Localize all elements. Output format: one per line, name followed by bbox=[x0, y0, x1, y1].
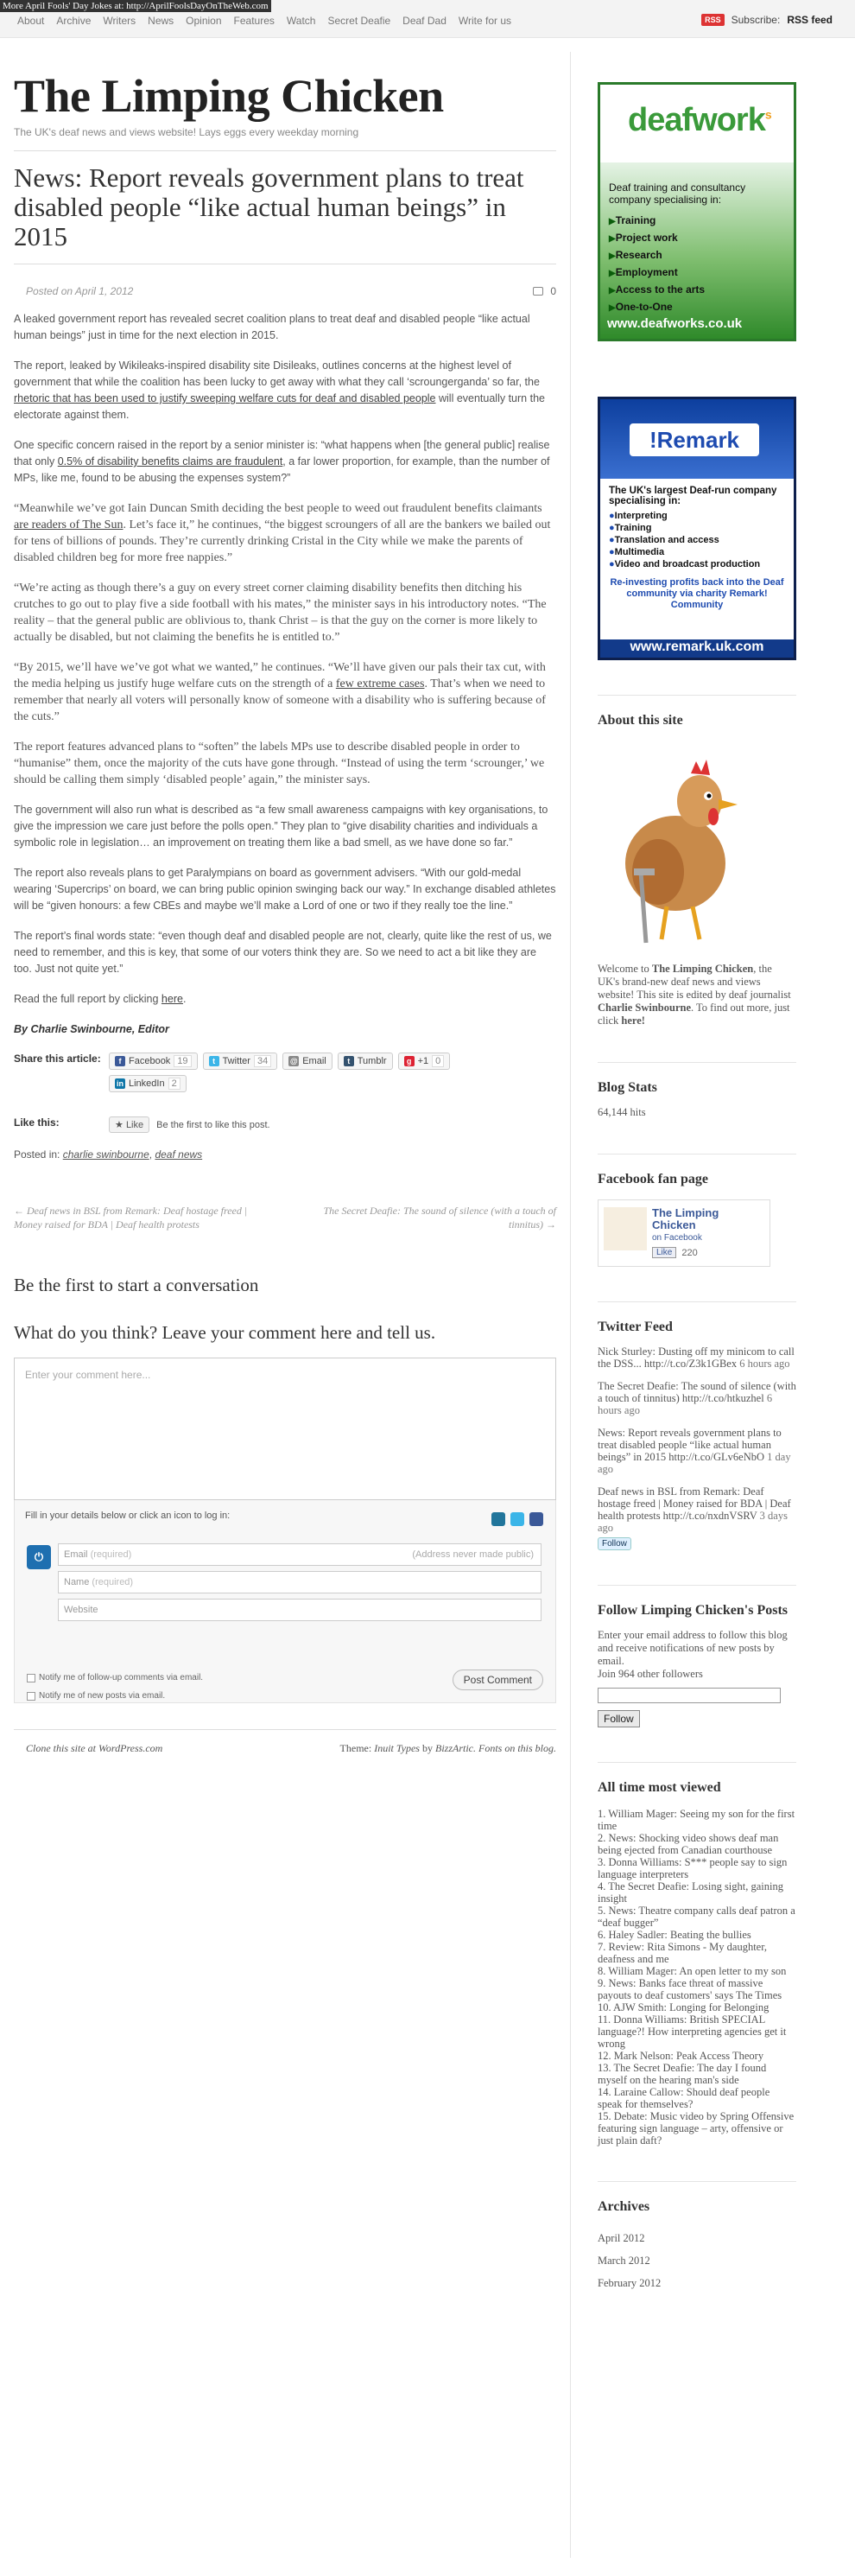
login-icons bbox=[491, 1512, 543, 1526]
ad-body bbox=[600, 479, 794, 639]
ad-heading: The UK's largest Deaf-run company specialising in: bbox=[609, 486, 777, 506]
post-date: Posted on April 1, 2012 bbox=[26, 285, 134, 297]
most-viewed-item[interactable]: 11. Donna Williams: British SPECIAL language?! How interpreting agencies get it wrong bbox=[598, 2013, 787, 2050]
list-item: ▶ Training bbox=[609, 213, 705, 230]
deafworks-logo bbox=[628, 102, 771, 139]
nav-menu bbox=[17, 15, 511, 27]
comment-bubble-icon bbox=[533, 287, 543, 296]
paragraph bbox=[14, 500, 556, 566]
paragraph: “We’re acting as though there’s a guy on every street corner claiming disability benefits then ditching his crutches to go out to play five a side football with his mates,” the minister says in his introductory notes. “The reality – that the general public are oblivious to, thank Christ – is that the guy on the corner is more likely to actually be disabled, but not claiming the benefits he is entitled to.” bbox=[14, 582, 547, 644]
text: “By 2015, we’ll have we’ve got what we wanted,” he continues. “We’ll have given our pals their tax cut, with the media helping us justify huge welfare cuts on the strength of a bbox=[14, 661, 546, 690]
most-viewed-item[interactable]: 9. News: Banks face threat of massive payouts to deaf customers' says The Times bbox=[598, 1977, 782, 2001]
about-text bbox=[598, 963, 796, 1027]
notify-options bbox=[27, 1673, 203, 1709]
comment-textarea[interactable]: Enter your comment here... bbox=[14, 1358, 556, 1500]
sidebar bbox=[598, 82, 796, 2294]
previous-post-link[interactable]: ← Deaf news in BSL from Remark: Deaf hostage freed | Money raised for BDA | Deaf health protests bbox=[14, 1205, 248, 1231]
count: 2 bbox=[168, 1078, 180, 1090]
most-viewed-item[interactable]: 10. AJW Smith: Longing for Belonging bbox=[598, 2001, 770, 2013]
post-body bbox=[14, 311, 556, 1035]
email-icon: @ bbox=[289, 1057, 298, 1065]
editor-name: Charlie Swinbourne bbox=[598, 1002, 692, 1014]
theme-link[interactable]: Inuit Types bbox=[374, 1742, 420, 1754]
nav-writers[interactable]: Writers bbox=[103, 15, 136, 27]
paragraph bbox=[14, 991, 556, 1008]
follow-heading: Follow Limping Chicken's Posts bbox=[598, 1585, 796, 1619]
label: Notify me of follow-up comments via email. bbox=[39, 1673, 204, 1682]
nav-news[interactable]: News bbox=[148, 15, 174, 27]
main-content bbox=[14, 52, 556, 1755]
paragraph: A leaked government report has revealed secret coalition plans to treat deaf and disabled people “like actual human beings” just in time for the next election in 2015. bbox=[14, 313, 530, 341]
tweet-time: 1 day ago bbox=[598, 1451, 791, 1475]
blog-stats-hits: 64,144 hits bbox=[598, 1106, 646, 1118]
ad-text: Deaf training and consultancy company specialising in: bbox=[609, 181, 746, 206]
share-gplus-button[interactable] bbox=[398, 1053, 451, 1070]
the-sun-link[interactable]: are readers of The Sun bbox=[14, 518, 124, 531]
extreme-cases-link[interactable]: few extreme cases bbox=[335, 677, 425, 690]
notify-comments-option[interactable] bbox=[27, 1673, 203, 1682]
site-title[interactable]: The Limping Chicken bbox=[14, 70, 444, 122]
like-label: Like this: bbox=[14, 1116, 60, 1129]
like-section bbox=[14, 1116, 556, 1133]
twitter-icon: t bbox=[209, 1056, 219, 1066]
list-item: ▶ Research bbox=[609, 247, 705, 264]
list-item: ▶ Employment bbox=[609, 264, 705, 282]
ad-url: www.remark.uk.com bbox=[630, 639, 764, 654]
nav-write-for-us[interactable]: Write for us bbox=[458, 15, 511, 27]
paragraph: The report features advanced plans to “soften” the labels MPs use to describe disabled people in order to “humanise” them, once the majority of the cuts have gone through. “Instead of using the term ‘scrounger,’ we should be calling them simply ‘disabled people’ again,” the minister says. bbox=[14, 741, 545, 786]
text: Theme: bbox=[339, 1742, 375, 1754]
label: +1 bbox=[417, 1056, 429, 1066]
follow-email-input[interactable] bbox=[598, 1688, 781, 1703]
nav-features[interactable]: Features bbox=[233, 15, 275, 27]
text: . To find out more, just click bbox=[598, 1002, 790, 1027]
text: . Let’s face it,” he continues, “the biggest scroungers of all are the bankers we bailed out for tens of billions of pounds. They’re currently drinking Cristal in the City while we make the parents of disabled children beg for more free nappies.” bbox=[14, 518, 551, 564]
archives-heading: Archives bbox=[598, 2181, 796, 2215]
facebook-sub: on Facebook bbox=[652, 1233, 702, 1243]
next-post-link[interactable]: The Secret Deafie: The sound of silence (with a touch of tinnitus) → bbox=[323, 1205, 556, 1231]
facebook-avatar bbox=[604, 1207, 647, 1250]
conversation-heading: Be the first to start a conversation bbox=[14, 1275, 259, 1295]
notify-posts-option[interactable] bbox=[27, 1691, 203, 1701]
fonts-link[interactable]: . Fonts on this blog. bbox=[472, 1742, 556, 1754]
like-widget bbox=[109, 1116, 556, 1133]
nav-about[interactable]: About bbox=[17, 15, 45, 27]
tweet[interactable] bbox=[598, 1427, 796, 1475]
most-viewed-item[interactable]: 12. Mark Nelson: Peak Access Theory bbox=[598, 2050, 764, 2062]
tweet-time: 6 hours ago bbox=[739, 1358, 790, 1370]
list-item: ● Interpreting bbox=[609, 510, 785, 522]
category-link[interactable]: charlie swinbourne bbox=[62, 1148, 149, 1161]
paragraph: The report also reveals plans to get Paralympians on board as government advisers. “With our gold-medal wearing ‘Supercrips’ on board, we can bring public opinion swinging back our way.” In exchange disabled athletes will be “given honours: a few CBEs and maybe we’ll make a Lord of one or two if they really toe the line.” bbox=[14, 867, 556, 912]
text: by bbox=[419, 1742, 435, 1754]
ad-list bbox=[609, 510, 785, 570]
most-viewed-item[interactable]: 6. Haley Sadler: Beating the bullies bbox=[598, 1929, 751, 1941]
comment-heading: What do you think? Leave your comment here and tell us. bbox=[14, 1322, 436, 1343]
most-viewed-heading: All time most viewed bbox=[598, 1762, 796, 1796]
chicken-mascot-image bbox=[606, 742, 762, 950]
label: Like bbox=[125, 1120, 144, 1130]
promo-banner[interactable]: More April Fools' Day Jokes at: http://AprilFoolsDayOnTheWeb.com bbox=[0, 0, 271, 12]
about-here-link[interactable]: here! bbox=[621, 1014, 645, 1027]
archives-list bbox=[598, 2227, 796, 2294]
label: Email bbox=[302, 1056, 326, 1066]
tweet[interactable] bbox=[598, 1345, 796, 1370]
text: Enter your email address to follow this blog and receive notifications of new posts by email. bbox=[598, 1629, 788, 1667]
text: Welcome to bbox=[598, 963, 652, 975]
comment-count-link[interactable] bbox=[533, 285, 556, 297]
ad-text: Re-investing profits back into the Deaf community via charity Remark! Community bbox=[610, 577, 784, 610]
archive-link[interactable]: March 2012 bbox=[598, 2255, 650, 2267]
facebook-page-link[interactable]: The Limping Chicken bbox=[652, 1206, 719, 1231]
text: Read the full report by clicking bbox=[14, 993, 162, 1005]
most-viewed-item[interactable]: 2. News: Shocking video shows deaf man being ejected from Canadian courthouse bbox=[598, 1832, 779, 1856]
byline: By Charlie Swinbourne, Editor bbox=[14, 1023, 169, 1035]
post-title: News: Report reveals government plans to treat disabled people “like actual human beings” in 2015 bbox=[14, 162, 524, 251]
list-item: ● Multimedia bbox=[609, 546, 785, 558]
share-tumblr-button[interactable] bbox=[338, 1053, 393, 1070]
tweet-time: 6 hours ago bbox=[598, 1392, 773, 1416]
label: LinkedIn bbox=[129, 1078, 165, 1089]
tweet[interactable] bbox=[598, 1485, 796, 1534]
gplus-icon: g bbox=[404, 1056, 415, 1066]
nav-archive[interactable]: Archive bbox=[56, 15, 92, 27]
most-viewed-list bbox=[598, 1808, 796, 2147]
checkbox[interactable] bbox=[27, 1692, 35, 1701]
archive-link[interactable]: April 2012 bbox=[598, 2232, 645, 2244]
text: . That’s when we need to remember that nearly all voters will personally know of someone with a disability who is suffering because of the cuts.” bbox=[14, 677, 546, 723]
text: The report, leaked by Wikileaks-inspired disability site Disileaks, outlines concerns at the highest level of government that while the coalition has been lucky to get away with what they call ‘scroungerganda’ so far, the bbox=[14, 359, 540, 388]
facebook-icon: f bbox=[115, 1056, 125, 1066]
most-viewed-item[interactable]: 15. Debate: Music video by Spring Offensive featuring sign language – arty, offensive or just plain daft? bbox=[598, 2110, 795, 2147]
rss-feed-link[interactable]: RSS feed bbox=[787, 14, 833, 26]
facebook-login-icon[interactable] bbox=[529, 1512, 543, 1526]
count: 34 bbox=[254, 1055, 271, 1067]
login-instructions: Fill in your details below or click an icon to log in: bbox=[25, 1511, 231, 1521]
twitter-login-icon[interactable] bbox=[510, 1512, 524, 1526]
fraud-stat-link[interactable]: 0.5% of disability benefits claims are fraudulent bbox=[57, 455, 283, 467]
star-icon: ★ bbox=[115, 1120, 124, 1130]
most-viewed-item[interactable]: 5. News: Theatre company calls deaf patron a “deaf bugger” bbox=[598, 1905, 795, 1929]
required: (required) bbox=[90, 1549, 132, 1560]
list-item: ● Translation and access bbox=[609, 534, 785, 546]
paragraph: The report’s final words state: “even though deaf and disabled people are not, clearly, quite like the rest of us, we need to remember, and this is key, that some of our voters think they are. So we need to act a bit like they are too. Just not quite yet.” bbox=[14, 930, 552, 975]
facebook-heading: Facebook fan page bbox=[598, 1154, 796, 1187]
facebook-like-box bbox=[598, 1199, 770, 1267]
follow-text bbox=[598, 1629, 796, 1681]
list-item: ● Training bbox=[609, 522, 785, 534]
share-buttons bbox=[109, 1053, 489, 1092]
follower-count: Join 964 other followers bbox=[598, 1668, 703, 1680]
label: Notify me of new posts via email. bbox=[39, 1691, 166, 1701]
text: . bbox=[182, 993, 187, 1005]
label: Twitter bbox=[222, 1056, 250, 1066]
share-twitter-button[interactable] bbox=[203, 1053, 278, 1070]
text: , a far lower proportion, for example, than the number of MPs, like me, found to be abusing the expenses system?” bbox=[14, 455, 550, 484]
logo-suffix: s bbox=[764, 107, 771, 122]
full-report-link[interactable]: here bbox=[161, 993, 183, 1005]
most-viewed-item[interactable]: 14. Laraine Callow: Should deaf people speak for themselves? bbox=[598, 2086, 770, 2110]
text: , the UK's brand-new deaf news and views website! This site is edited by deaf journalist bbox=[598, 963, 791, 1001]
placeholder: Website bbox=[64, 1605, 98, 1615]
name-field[interactable] bbox=[58, 1571, 542, 1593]
facebook-like-button[interactable]: Like bbox=[652, 1247, 676, 1258]
most-viewed-item[interactable]: 3. Donna Williams: S*** people say to sign language interpreters bbox=[598, 1856, 788, 1880]
remark-logo bbox=[630, 423, 759, 456]
placeholder: Email bbox=[64, 1549, 88, 1560]
logo-text: deafwork bbox=[628, 102, 765, 138]
checkbox[interactable] bbox=[27, 1674, 35, 1682]
nav-watch[interactable]: Watch bbox=[286, 15, 316, 27]
archive-link[interactable]: February 2012 bbox=[598, 2277, 662, 2289]
most-viewed-item[interactable]: 4. The Secret Deafie: Losing sight, gaining insight bbox=[598, 1880, 783, 1905]
footer bbox=[14, 1729, 556, 1755]
posted-in-label: Posted in: bbox=[14, 1148, 60, 1161]
label: Facebook bbox=[129, 1056, 171, 1066]
nav-deaf-dad[interactable]: Deaf Dad bbox=[402, 15, 446, 27]
most-viewed-item[interactable]: 13. The Secret Deafie: The day I found myself on the hearing man's side bbox=[598, 2062, 767, 2086]
comment-login-area bbox=[14, 1500, 556, 1703]
wordpress-login-icon[interactable] bbox=[491, 1512, 505, 1526]
share-linkedin-button[interactable] bbox=[109, 1075, 187, 1092]
tweet-text: Deaf news in BSL from Remark: Deaf hostage freed | Money raised for BDA | Deaf health protests http://t.co/nxdnVSRV bbox=[598, 1485, 791, 1522]
site-tagline: The UK's deaf news and views website! Lays eggs every weekday morning bbox=[14, 126, 359, 138]
paragraph bbox=[14, 437, 556, 487]
list-item: ▶ Project work bbox=[609, 230, 705, 247]
most-viewed-item[interactable]: 7. Review: Rita Simons - My daughter, deafness and me bbox=[598, 1941, 768, 1965]
nav-secret-deafie[interactable]: Secret Deafie bbox=[327, 15, 391, 27]
rhetoric-link[interactable]: rhetoric that has been used to justify sweeping welfare cuts for deaf and disabled people bbox=[14, 392, 436, 404]
list-item: ● Video and broadcast production bbox=[609, 558, 785, 570]
posted-in bbox=[14, 1148, 556, 1161]
hint: (Address never made public) bbox=[412, 1549, 534, 1560]
logo-text: Remark bbox=[656, 427, 740, 453]
category-link[interactable]: deaf news bbox=[155, 1148, 203, 1161]
footer-credits bbox=[340, 1742, 556, 1755]
paragraph bbox=[14, 358, 556, 423]
deafworks-ad[interactable] bbox=[598, 82, 796, 341]
tweet-text: News: Report reveals government plans to treat disabled people “like actual human beings” in 2015 http://t.co/GLv6eNbO bbox=[598, 1427, 782, 1463]
site-name: The Limping Chicken bbox=[651, 963, 754, 975]
about-heading: About this site bbox=[598, 695, 796, 728]
share-email-button[interactable] bbox=[282, 1053, 332, 1070]
blog-stats-heading: Blog Stats bbox=[598, 1062, 796, 1096]
column-divider bbox=[570, 52, 571, 2558]
like-text: Be the first to like this post. bbox=[156, 1119, 270, 1130]
share-facebook-button[interactable] bbox=[109, 1053, 198, 1070]
post-comment-button[interactable]: Post Comment bbox=[453, 1670, 543, 1690]
tweet-text: Nick Sturley: Dusting off my minicom to call the DSS... http://t.co/Z3k1GBex bbox=[598, 1345, 795, 1370]
twitter-follow-button[interactable]: Follow bbox=[598, 1537, 631, 1550]
tweet[interactable] bbox=[598, 1380, 796, 1416]
most-viewed-item[interactable]: 1. William Mager: Seeing my son for the first time bbox=[598, 1808, 795, 1832]
follow-button[interactable]: Follow bbox=[598, 1710, 640, 1727]
post-navigation bbox=[14, 1204, 556, 1231]
ad-url: www.deafworks.co.uk bbox=[607, 316, 743, 331]
author-link[interactable]: BizzArtic bbox=[434, 1742, 473, 1754]
footer-clone-link[interactable]: Clone this site at WordPress.com bbox=[26, 1742, 163, 1754]
required: (required) bbox=[92, 1577, 134, 1587]
linkedin-icon: in bbox=[117, 1079, 124, 1088]
text: will eventually turn the electorate against them. bbox=[14, 392, 545, 421]
exclamation-icon: ! bbox=[649, 427, 657, 453]
tumblr-icon: t bbox=[344, 1056, 354, 1066]
website-field[interactable] bbox=[58, 1599, 542, 1621]
separator: , bbox=[149, 1148, 155, 1161]
nav-opinion[interactable]: Opinion bbox=[186, 15, 222, 27]
share-label: Share this article: bbox=[14, 1053, 101, 1065]
subscribe-label: Subscribe: bbox=[731, 14, 781, 26]
facebook-like-row bbox=[652, 1247, 698, 1258]
paragraph: The government will also run what is described as “a few small awareness campaigns with key organisations, to give the impression we care just before the polls open.” They plan to “give disability charities and individuals a symbolic role in legislation… an improvement on treating them like a bad smell, as we have done so far.” bbox=[14, 804, 548, 849]
list-item: ▶ Access to the arts bbox=[609, 282, 705, 299]
divider-line bbox=[14, 150, 556, 151]
subscribe-area bbox=[701, 14, 833, 26]
label: Tumblr bbox=[357, 1056, 387, 1066]
tweet-text: The Secret Deafie: The sound of silence (with a touch of tinnitus) http://t.co/htkuzhel bbox=[598, 1380, 796, 1404]
count: 0 bbox=[432, 1055, 444, 1067]
gravatar-icon: ⏻ bbox=[27, 1545, 51, 1569]
remark-ad[interactable] bbox=[598, 397, 796, 660]
ad-list bbox=[609, 213, 705, 316]
paragraph bbox=[14, 659, 556, 725]
count: 19 bbox=[174, 1055, 191, 1067]
facebook-like-count: 220 bbox=[681, 1247, 698, 1258]
placeholder: Name bbox=[64, 1577, 90, 1587]
share-bar bbox=[14, 1053, 556, 1092]
text: “Meanwhile we’ve got Iain Duncan Smith deciding the best people to weed out fraudulent benefits claimants bbox=[14, 502, 542, 515]
email-field[interactable] bbox=[58, 1543, 542, 1566]
list-item: ▶ One-to-One bbox=[609, 299, 705, 316]
post-meta bbox=[14, 285, 556, 297]
rss-icon[interactable]: RSS bbox=[701, 14, 725, 26]
most-viewed-item[interactable]: 8. William Mager: An open letter to my son bbox=[598, 1965, 787, 1977]
like-button[interactable] bbox=[109, 1116, 149, 1133]
tweet-time: 3 days ago bbox=[598, 1510, 788, 1534]
comment-count: 0 bbox=[550, 285, 556, 297]
twitter-heading: Twitter Feed bbox=[598, 1301, 796, 1335]
text: One specific concern raised in the report by a senior minister is: “what happens when [the general public] realise that only bbox=[14, 439, 550, 467]
